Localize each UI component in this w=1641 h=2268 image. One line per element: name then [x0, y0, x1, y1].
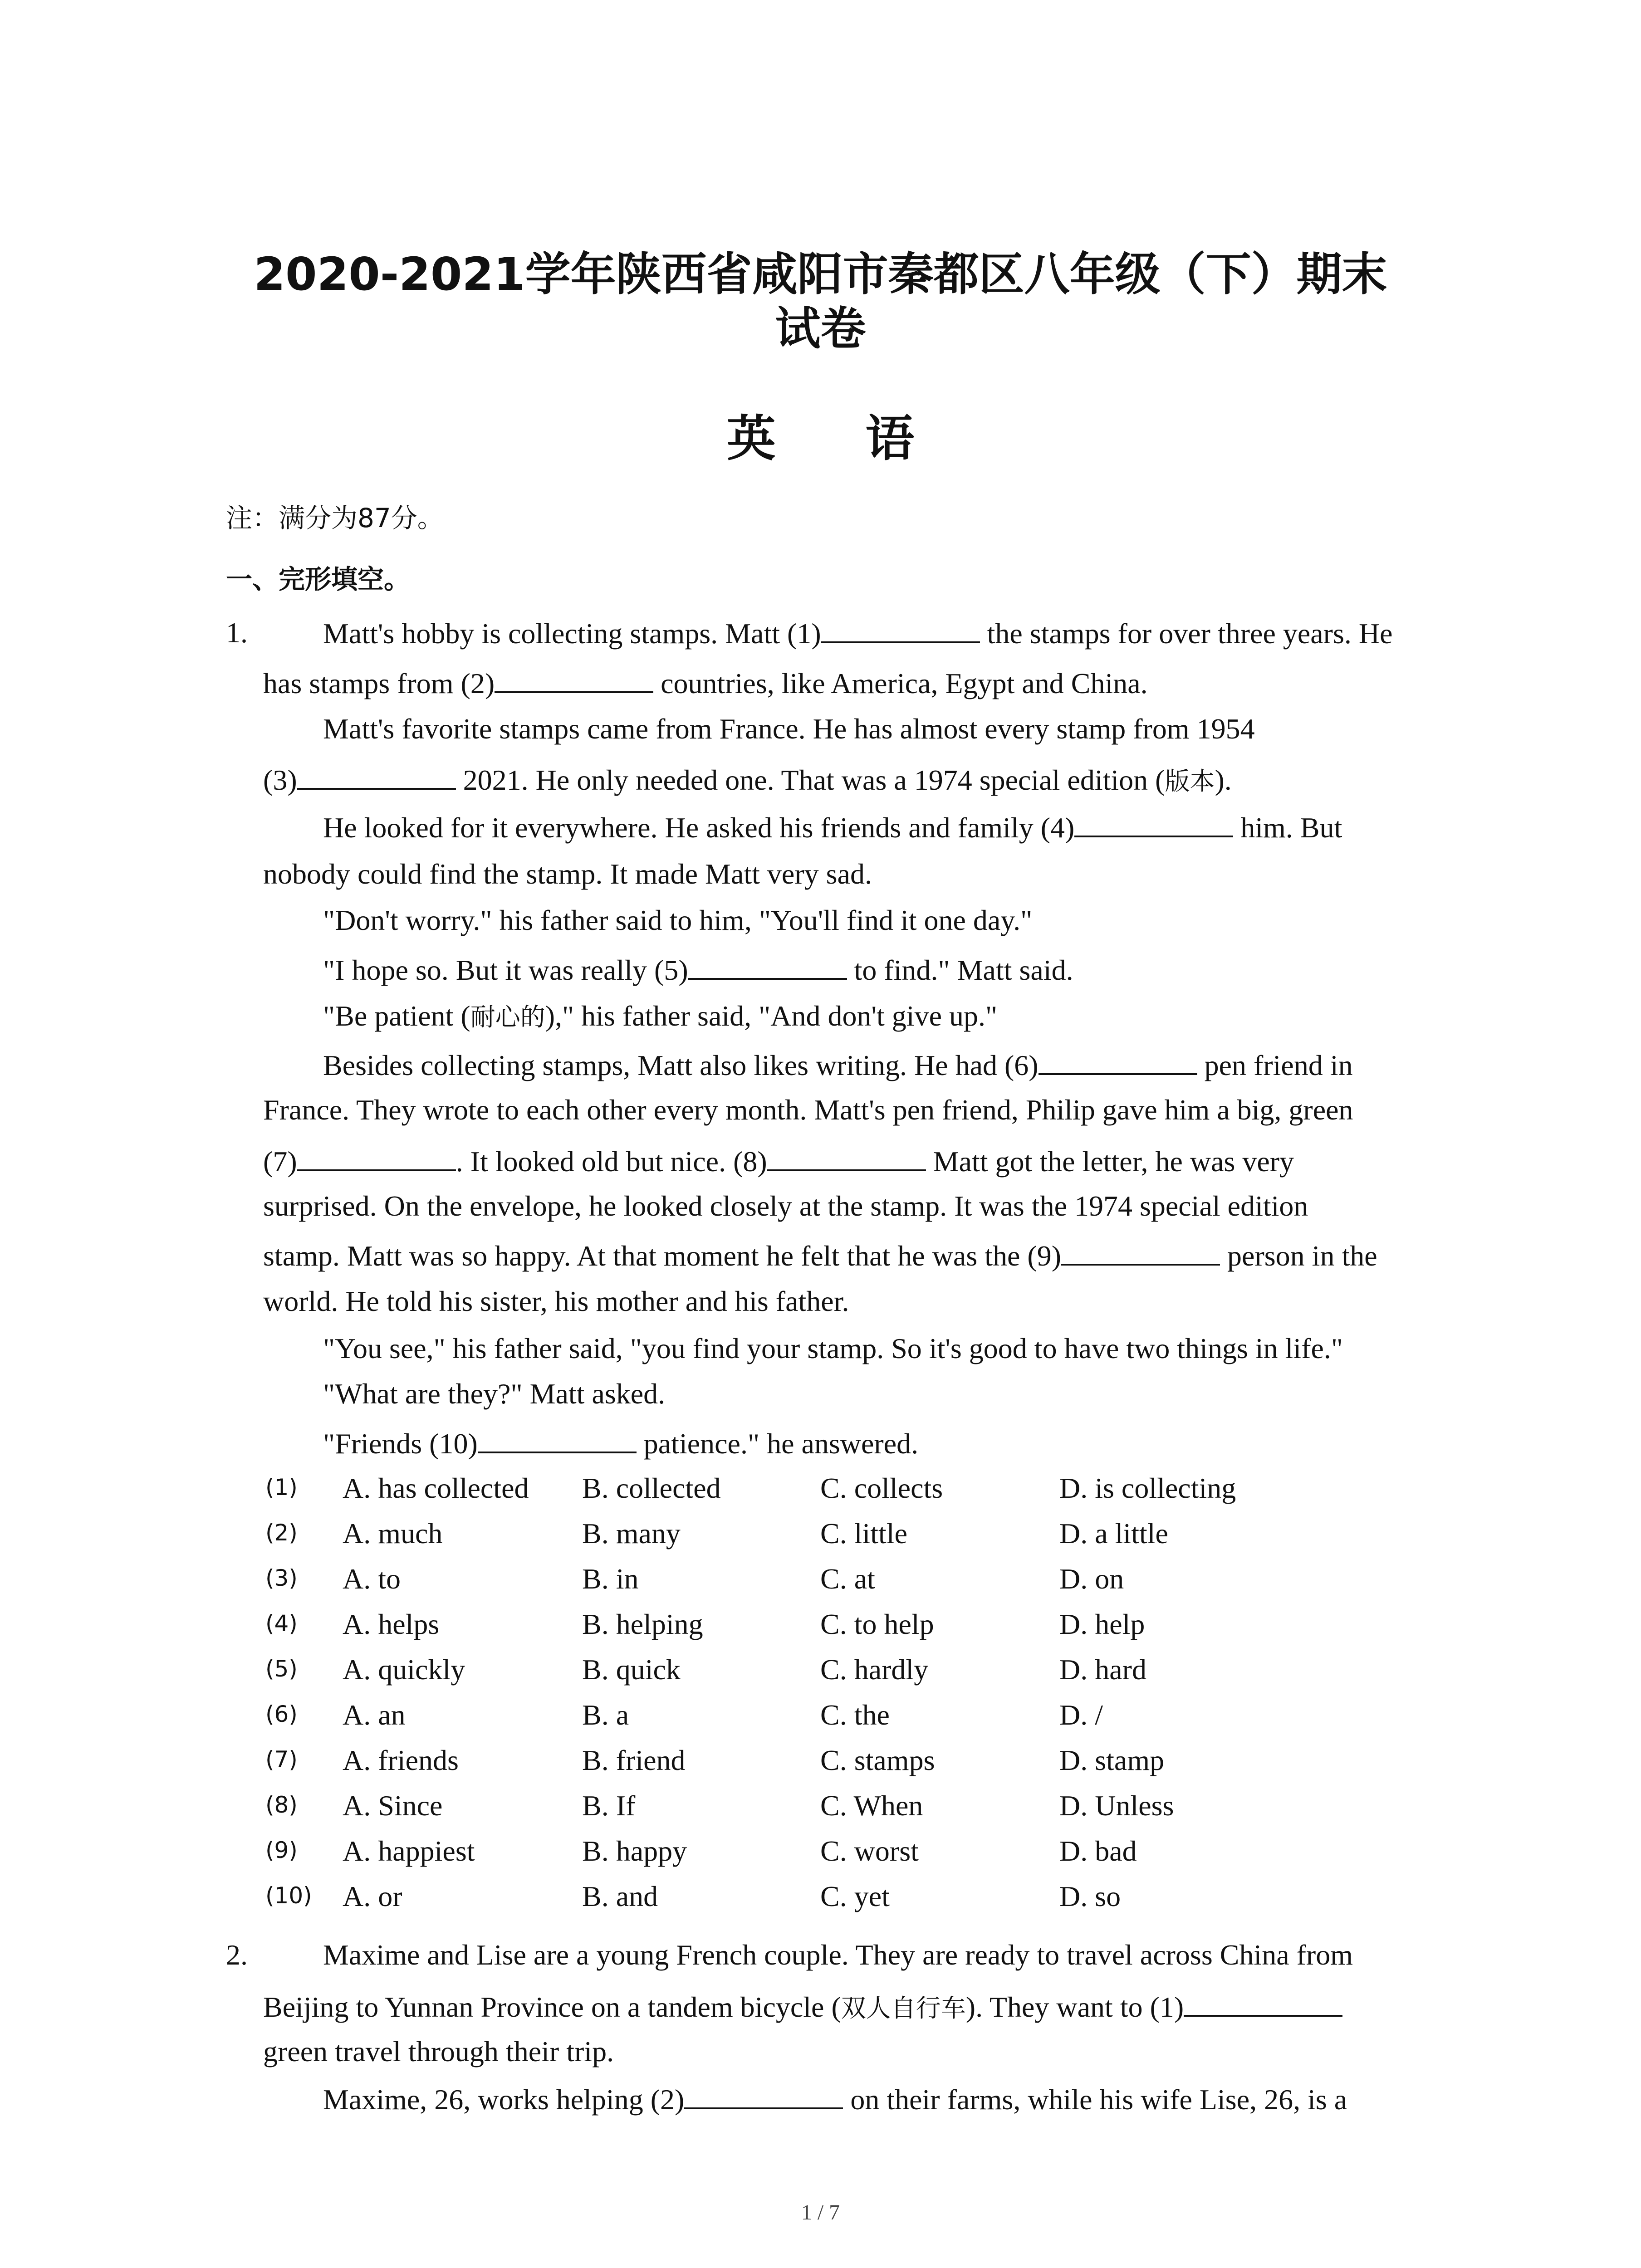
question-number: 2. [226, 1939, 248, 1971]
option-choice-c[interactable]: C. to help [820, 1608, 934, 1640]
passage-line [263, 1189, 1308, 1223]
option-choice-a[interactable]: A. Since [343, 1789, 443, 1822]
option-choice-c[interactable]: C. at [820, 1563, 875, 1595]
passage-text: nobody could find the stamp. It made Matt very sad. [263, 858, 872, 890]
passage-text: ). They want to (1) [965, 1991, 1184, 2023]
passage-line [323, 953, 1073, 987]
passage-line [323, 1938, 1353, 1972]
passage-text: surprised. On the envelope, he looked closely at the stamp. It was the 1974 special edition [263, 1190, 1308, 1222]
option-choice-b[interactable]: B. If [582, 1789, 636, 1822]
option-number: (9) [265, 1837, 298, 1863]
passage-text: He looked for it everywhere. He asked his friends and family (4) [323, 811, 1075, 844]
passage-line [323, 997, 997, 1033]
passage-line [323, 712, 1255, 746]
passage-text: patience." he answered. [636, 1427, 919, 1460]
passage-text: Beijing to Yunnan Province on a tandem bicycle ( [263, 1991, 841, 2023]
answer-blank[interactable] [688, 953, 847, 980]
passage-line [263, 1988, 1342, 2024]
option-choice-b[interactable]: B. in [582, 1563, 639, 1595]
option-number: (1) [265, 1474, 298, 1501]
option-number: (4) [265, 1610, 298, 1637]
passage-text: countries, like America, Egypt and China. [653, 667, 1148, 699]
passage-line [263, 1285, 849, 1318]
answer-blank[interactable] [767, 1144, 926, 1171]
passage-text: "Friends (10) [323, 1427, 478, 1460]
page-number: 1 / 7 [801, 2200, 840, 2224]
passage-text: to find." Matt said. [847, 954, 1073, 986]
option-number: (3) [265, 1565, 298, 1591]
passage-line [263, 2035, 614, 2068]
option-choice-c[interactable]: C. stamps [820, 1744, 935, 1776]
option-choice-d[interactable]: D. so [1059, 1880, 1121, 1912]
option-choice-d[interactable]: D. on [1059, 1563, 1124, 1595]
option-choice-b[interactable]: B. helping [582, 1608, 703, 1640]
option-choice-b[interactable]: B. happy [582, 1835, 687, 1867]
passage-line [263, 1238, 1377, 1273]
option-choice-a[interactable]: A. quickly [343, 1653, 465, 1686]
passage-text: him. But [1233, 811, 1342, 844]
score-note: 注：满分为87分。 [226, 503, 444, 533]
passage-text: 版本 [1165, 767, 1215, 796]
option-choice-a[interactable]: A. much [343, 1517, 443, 1549]
passage-line [323, 810, 1342, 845]
title-line-2: 试卷 [775, 302, 866, 355]
passage-text: stamp. Matt was so happy. At that moment he felt that he was the (9) [263, 1240, 1062, 1272]
passage-text: "Be patient ( [323, 1000, 470, 1032]
passage-text: Maxime and Lise are a young French couple. They are ready to travel across China from [323, 1939, 1353, 1971]
option-choice-a[interactable]: A. to [343, 1563, 401, 1595]
answer-blank[interactable] [495, 666, 653, 693]
option-choice-c[interactable]: C. worst [820, 1835, 919, 1867]
passage-text: Matt's favorite stamps came from France. He has almost every stamp from 1954 [323, 713, 1255, 745]
passage-text: pen friend in [1197, 1049, 1353, 1081]
passage-text: Matt got the letter, he was very [926, 1145, 1294, 1178]
passage-text: world. He told his sister, his mother and his father. [263, 1285, 849, 1317]
option-number: (8) [265, 1792, 298, 1818]
option-number: (10) [265, 1882, 312, 1909]
option-number: (6) [265, 1701, 298, 1727]
option-choice-a[interactable]: A. an [343, 1699, 406, 1731]
passage-text: the stamps for over three years. He [980, 617, 1393, 650]
answer-blank[interactable] [1184, 1989, 1342, 2017]
passage-text: 耐心的 [470, 1002, 545, 1031]
option-choice-c[interactable]: C. collects [820, 1472, 943, 1504]
passage-text: ). [1215, 764, 1232, 796]
option-choice-b[interactable]: B. quick [582, 1653, 681, 1686]
option-choice-b[interactable]: B. a [582, 1699, 629, 1731]
passage-line [323, 1332, 1343, 1365]
passage-text: "What are they?" Matt asked. [323, 1378, 666, 1410]
passage-text: on their farms, while his wife Lise, 26, is a [843, 2083, 1347, 2116]
passage-text: has stamps from (2) [263, 667, 495, 699]
passage-line [323, 2082, 1347, 2116]
option-choice-c[interactable]: C. hardly [820, 1653, 929, 1686]
passage-text: . It looked old but nice. (8) [456, 1145, 767, 1178]
section-heading-cloze: 一、完形填空。 [226, 564, 411, 595]
option-choice-d[interactable]: D. hard [1059, 1653, 1146, 1686]
option-choice-a[interactable]: A. has collected [343, 1472, 529, 1504]
answer-blank[interactable] [478, 1426, 637, 1453]
passage-text: (7) [263, 1145, 297, 1178]
passage-line [323, 1048, 1353, 1082]
passage-line [323, 616, 1393, 650]
subject-heading: 英 语 [726, 411, 951, 467]
question-number: 1. [226, 616, 248, 649]
passage-line [263, 1093, 1353, 1127]
answer-blank[interactable] [684, 2082, 843, 2109]
answer-blank[interactable] [821, 616, 980, 643]
passage-line [263, 857, 872, 891]
option-number: (5) [265, 1656, 298, 1682]
option-choice-d[interactable]: D. a little [1059, 1517, 1168, 1549]
option-choice-b[interactable]: B. many [582, 1517, 681, 1549]
option-choice-c[interactable]: C. yet [820, 1880, 890, 1912]
passage-text: "Don't worry." his father said to him, "You'll find it one day." [323, 904, 1033, 936]
option-choice-a[interactable]: A. or [343, 1880, 402, 1912]
passage-text: green travel through their trip. [263, 2035, 614, 2068]
option-choice-d[interactable]: D. is collecting [1059, 1472, 1236, 1504]
passage-text: "I hope so. But it was really (5) [323, 954, 688, 986]
option-choice-b[interactable]: B. collected [582, 1472, 721, 1504]
passage-text: 双人自行车 [841, 1994, 966, 2023]
option-choice-c[interactable]: C. the [820, 1699, 890, 1731]
title-line-1: 2020-2021学年陕西省咸阳市秦都区八年级（下）期末 [254, 248, 1387, 301]
option-choice-d[interactable]: D. bad [1059, 1835, 1137, 1867]
option-choice-d[interactable]: D. stamp [1059, 1744, 1165, 1776]
passage-line [323, 1377, 665, 1411]
option-choice-c[interactable]: C. When [820, 1789, 923, 1822]
option-choice-d[interactable]: D. / [1059, 1699, 1103, 1731]
answer-blank[interactable] [1038, 1048, 1197, 1075]
option-choice-a[interactable]: A. happiest [343, 1835, 475, 1867]
passage-text: 2021. He only needed one. That was a 1974 special edition ( [456, 764, 1165, 796]
passage-text: Matt's hobby is collecting stamps. Matt (1) [323, 617, 821, 650]
option-choice-a[interactable]: A. helps [343, 1608, 440, 1640]
passage-text: )," his father said, "And don't give up." [545, 1000, 998, 1032]
option-choice-c[interactable]: C. little [820, 1517, 907, 1549]
answer-blank[interactable] [297, 763, 456, 790]
option-choice-a[interactable]: A. friends [343, 1744, 459, 1776]
option-number: (2) [265, 1520, 298, 1546]
option-choice-b[interactable]: B. and [582, 1880, 658, 1912]
passage-text: person in the [1220, 1240, 1377, 1272]
passage-line [263, 1144, 1294, 1178]
answer-blank[interactable] [1061, 1238, 1220, 1266]
answer-blank[interactable] [297, 1144, 456, 1171]
option-choice-b[interactable]: B. friend [582, 1744, 686, 1776]
passage-text: "You see," his father said, "you find your stamp. So it's good to have two things in life." [323, 1332, 1343, 1364]
passage-line [263, 761, 1232, 797]
option-number: (7) [265, 1746, 298, 1773]
passage-text: Besides collecting stamps, Matt also likes writing. He had (6) [323, 1049, 1038, 1081]
option-choice-d[interactable]: D. Unless [1059, 1789, 1174, 1822]
passage-text: (3) [263, 764, 297, 796]
passage-line [263, 666, 1148, 700]
option-choice-d[interactable]: D. help [1059, 1608, 1145, 1640]
answer-blank[interactable] [1074, 810, 1233, 837]
passage-line [323, 1426, 918, 1461]
passage-line [323, 904, 1032, 937]
passage-text: Maxime, 26, works helping (2) [323, 2083, 685, 2116]
passage-text: France. They wrote to each other every month. Matt's pen friend, Philip gave him a big, green [263, 1094, 1353, 1126]
